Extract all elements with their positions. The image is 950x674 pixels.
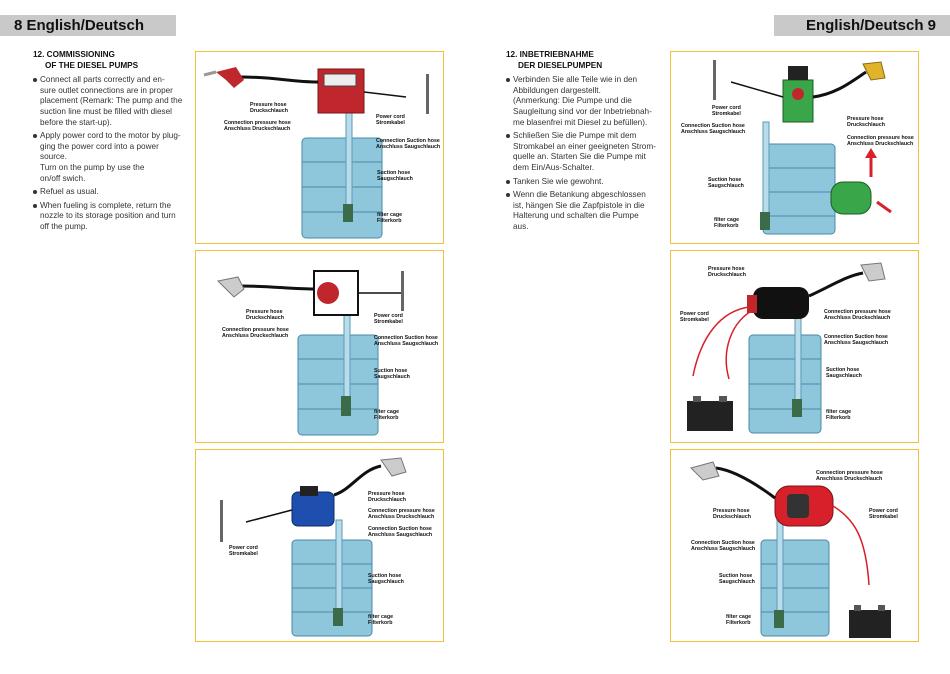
- german-step: Tanken Sie wie gewohnt.: [506, 177, 656, 188]
- english-step: When fueling is complete, return the nozzle to its storage position and turn off the pump.: [33, 201, 185, 233]
- barrel-icon: [302, 138, 382, 238]
- english-step: Connect all parts correctly and en- sure outlet connections are in proper placement (Remark: The pump and the suction line must be filled with diesel before the start-up).: [33, 75, 185, 128]
- english-step: Refuel as usual.: [33, 187, 185, 198]
- diagram-panel-6: Connection pressure hose Anschluss Druckschlauch Pressure hose Druckschlauch Power cord Stromkabel Connection Suction hose Anschluss Saugschlauch Suction hose Saugschlauch filter cage Filterkorb: [670, 449, 919, 642]
- english-heading: 12. COMMISSIONING OF THE DIESEL PUMPS: [33, 50, 139, 70]
- english-instructions: [33, 50, 185, 236]
- filter-cage-icon: [343, 204, 353, 222]
- german-step: Schließen Sie die Pumpe mit dem Stromkabel an einer geeigneten Strom- quelle an. Starten Sie die Pumpe mit dem Ein/Aus-Schalter.: [506, 131, 656, 173]
- power-cord-icon: [364, 92, 406, 97]
- nozzle-icon: [216, 67, 244, 88]
- page-header-right: English/Deutsch 9: [774, 15, 950, 36]
- english-steps: [33, 75, 185, 232]
- diagram-panel-4: Power cord Stromkabel Connection Suction hose Anschluss Saugschlauch Pressure hose Druckschlauch Connection pressure hose Anschluss Druckschlauch Suction hose Saugschlauch filter cage Filterkorb: [670, 51, 919, 244]
- diagram-panel-1: Pressure hose Druckschlauch Connection pressure hose Anschluss Druckschlauch Power cord Stromkabel Connection Suction hose Anschluss Saugschlauch Suction hose Saugschlauch filter cage Filterkorb: [195, 51, 444, 244]
- german-step: Verbinden Sie alle Teile wie in den Abbildungen dargestellt. (Anmerkung: Die Pumpe und die Saugleitung sind vor der Inbetriebnah- me blasenfrei mit Diesel zu befüllen).: [506, 75, 656, 128]
- german-instructions: [506, 50, 656, 236]
- english-step: Apply power cord to the motor by plug- ging the power cord into a power source. Turn on the pump by use the on/off swich.: [33, 131, 185, 184]
- german-heading: 12. INBETRIEBNAHME DER DIESELPUMPEN: [506, 50, 603, 70]
- diagram-panel-5: Pressure hose Druckschlauch Power cord Stromkabel Connection pressure hose Anschluss Druckschlauch Connection Suction hose Anschluss Saugschlauch Suction hose Saugschlauch filter cage Filterkorb: [670, 250, 919, 443]
- battery-icon: [687, 401, 733, 431]
- page-header-left: 8 English/Deutsch: [0, 15, 176, 36]
- diagram-panel-3: Pressure hose Druckschlauch Connection pressure hose Anschluss Druckschlauch Connection Suction hose Anschluss Saugschlauch Power cord Stromkabel Suction hose Saugschlauch filter cage Filterkorb: [195, 449, 444, 642]
- pump-illustration: [196, 251, 445, 444]
- suction-hose-icon: [346, 112, 352, 217]
- german-steps: [506, 75, 656, 232]
- pump-illustration: [671, 52, 920, 245]
- diagram-panel-2: Pressure hose Druckschlauch Connection pressure hose Anschluss Druckschlauch Power cord Stromkabel Connection Suction hose Anschluss Saugschlauch Suction hose Saugschlauch filter cage Filterkorb: [195, 250, 444, 443]
- pressure-hose-icon: [241, 77, 318, 82]
- wall-socket-icon: [426, 74, 429, 114]
- pump-illustration: [671, 251, 920, 444]
- german-step: Wenn die Betankung abgeschlossen ist, hängen Sie die Zapfpistole in die Halterung und schalten die Pumpe aus.: [506, 190, 656, 232]
